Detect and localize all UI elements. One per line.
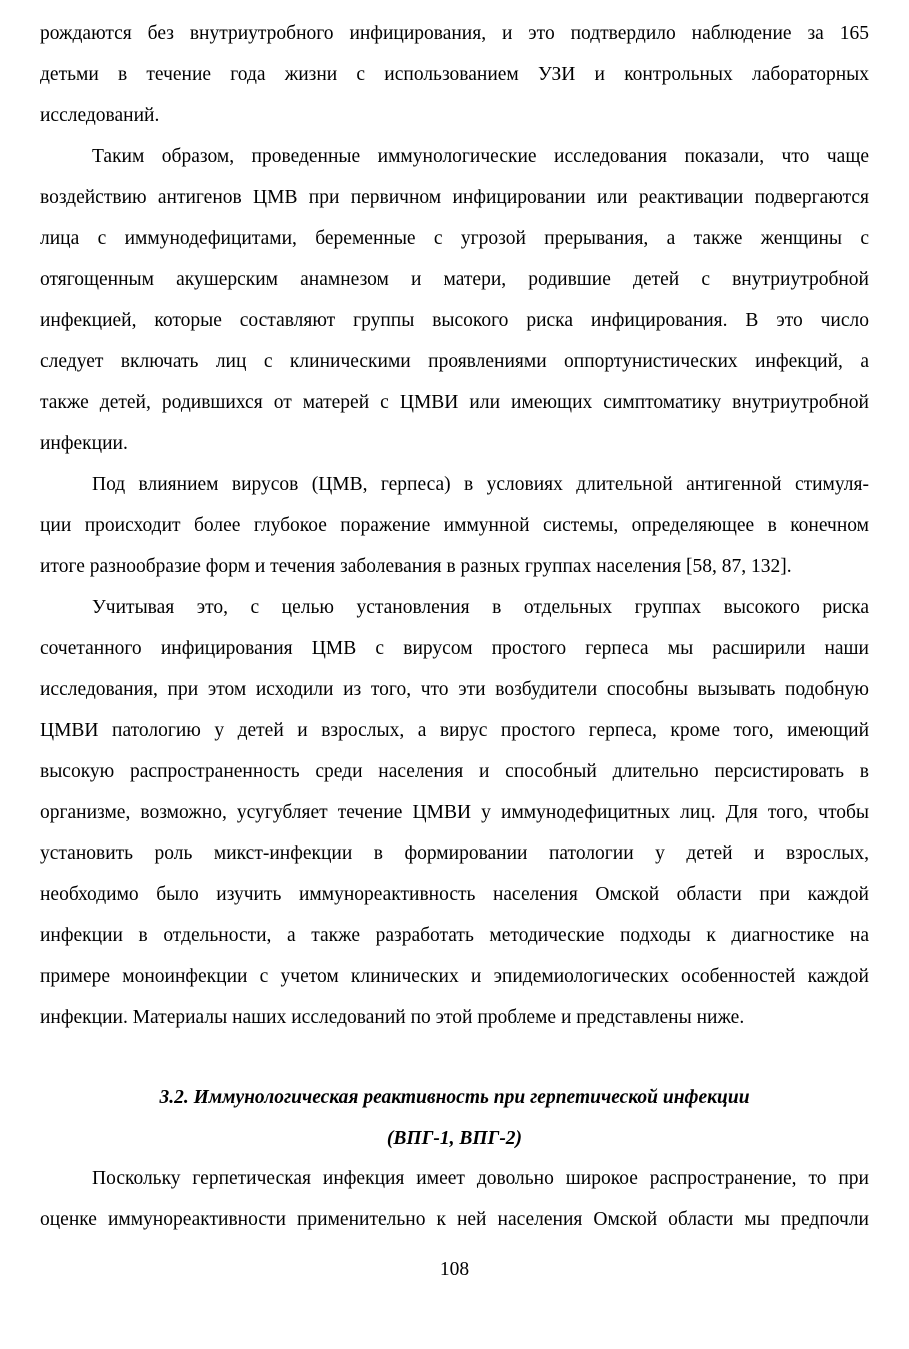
- final-paragraph-line-2: оценке иммунореактивности применительно к ней населения Омской области мы предпочли: [40, 1209, 869, 1230]
- paragraph-4-line-6: организме, возможно, усугубляет течение ЦМВИ у иммунодефицитных лиц. Для того, чтобы: [40, 802, 869, 823]
- paragraph-2-line-6: следует включать лиц с клиническими проявлениями оппортунистических инфекций, а: [40, 351, 869, 372]
- paragraph-2-line-1: Таким образом, проведенные иммунологические исследования показали, что чаще: [92, 146, 869, 167]
- final-paragraph-line-1: Поскольку герпетическая инфекция имеет довольно широкое распространение, то при: [92, 1168, 869, 1189]
- section-heading-line-2: (ВПГ-1, ВПГ-2): [386, 1128, 523, 1149]
- section-heading-line-1: 3.2. Иммунологическая реактивность при герпетической инфекции: [159, 1087, 750, 1108]
- paragraph-2-line-3: лица с иммунодефицитами, беременные с угрозой прерывания, а также женщины с: [40, 228, 869, 249]
- paragraph-2-line-5: инфекцией, которые составляют группы высокого риска инфицирования. В это число: [40, 310, 869, 331]
- paragraph-2-line-7: также детей, родившихся от матерей с ЦМВИ или имеющих симптоматику внутриутробной: [40, 392, 869, 413]
- paragraph-1-line-1: рождаются без внутриутробного инфицирования, и это подтвердило наблюдение за 165: [40, 23, 869, 44]
- paragraph-4-line-9: инфекции в отдельности, а также разработать методические подходы к диагностике на: [40, 925, 869, 946]
- paragraph-4-line-2: сочетанного инфицирования ЦМВ с вирусом простого герпеса мы расширили наши: [40, 638, 869, 659]
- paragraph-4-line-5: высокую распространенность среди населения и способный длительно персистировать в: [40, 761, 869, 782]
- paragraph-4-line-4: ЦМВИ патологию у детей и взрослых, а вирус простого герпеса, кроме того, имеющий: [40, 720, 869, 741]
- paragraph-4-line-8: необходимо было изучить иммунореактивность населения Омской области при каждой: [40, 884, 869, 905]
- paragraph-4-line-3: исследования, при этом исходили из того, что эти возбудители способны вызывать подобную: [40, 679, 869, 700]
- paragraph-2-line-8: инфекции.: [40, 433, 128, 454]
- paragraph-3-line-3: итоге разнообразие форм и течения заболевания в разных группах населения [58, 87, 132].: [40, 556, 792, 577]
- paragraph-4-line-7: установить роль микст-инфекции в формировании патологии у детей и взрослых,: [40, 843, 869, 864]
- paragraph-1-line-2: детьми в течение года жизни с использованием УЗИ и контрольных лабораторных: [40, 64, 869, 85]
- paragraph-4-line-10: примере моноинфекции с учетом клинических и эпидемиологических особенностей каждой: [40, 966, 869, 987]
- paragraph-2-line-4: отягощенным акушерским анамнезом и матери, родившие детей с внутриутробной: [40, 269, 869, 290]
- paragraph-3-line-1: Под влиянием вирусов (ЦМВ, герпеса) в условиях длительной антигенной стимуля-: [92, 474, 869, 495]
- page-number: 108: [439, 1259, 470, 1280]
- paragraph-2-line-2: воздействию антигенов ЦМВ при первичном инфицировании или реактивации подвергаются: [40, 187, 869, 208]
- paragraph-1-line-3: исследований.: [40, 105, 160, 126]
- paragraph-4-line-11: инфекции. Материалы наших исследований по этой проблеме и представлены ниже.: [40, 1007, 745, 1028]
- paragraph-4-line-1: Учитывая это, с целью установления в отдельных группах высокого риска: [92, 597, 869, 618]
- paragraph-3-line-2: ции происходит более глубокое поражение иммунной системы, определяющее в конечном: [40, 515, 869, 536]
